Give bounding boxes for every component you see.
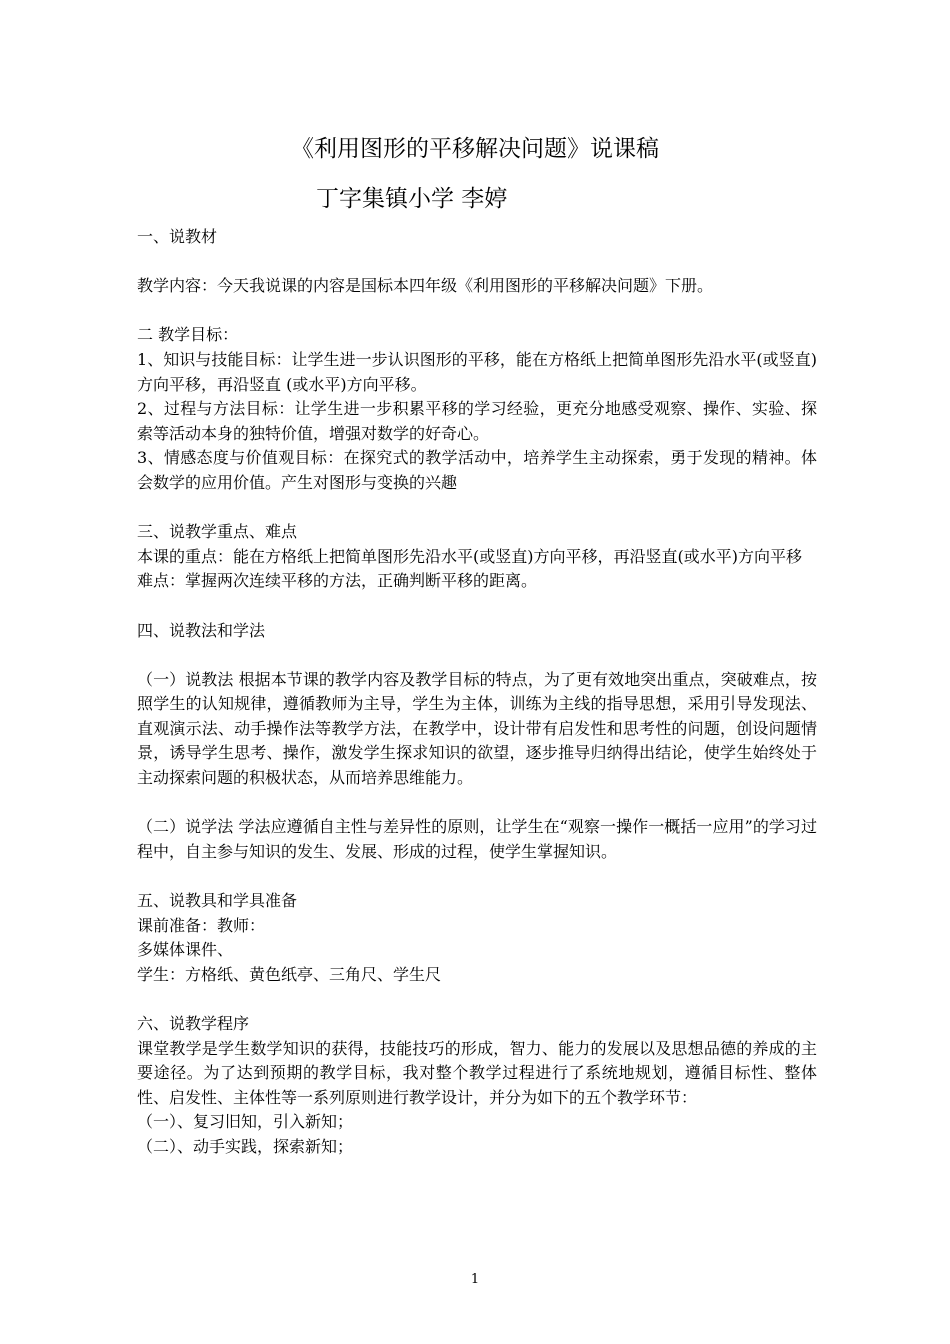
section-6-step-2: （二）、动手实践，探索新知； <box>137 1136 354 1156</box>
document-body <box>137 225 817 1160</box>
document-author: 丁字集镇小学 李婷 <box>316 186 508 212</box>
section-2-heading: 二 教学目标： <box>137 325 239 345</box>
section-5-line-2: 多媒体课件、 <box>137 940 234 960</box>
section-5-line-3: 学生：方格纸、黄色纸亭、三角尺、学生尺 <box>137 964 442 984</box>
section-6-heading: 六、说教学程序 <box>137 1014 250 1033</box>
section-2-goal-3: 3、情感态度与价值观目标：在探究式的教学活动中，培养学生主动探索，勇于发现的精神。体会数学的应用价值。产生对图形与变换的兴趣 <box>137 448 817 492</box>
document-title: 《利用图形的平移解决问题》说课稿 <box>291 136 659 162</box>
section-3-difficulty: 难点：掌握两次连续平移的方法，正确判断平移的距离。 <box>137 571 538 591</box>
section-2-goal-1: 1、知识与技能目标：让学生进一步认识图形的平移，能在方格纸上把简单图形先沿水平(或竖直)方向平移，再沿竖直 (或水平)方向平移。 <box>137 349 817 394</box>
section-6-step-1: （一）、复习旧知，引入新知； <box>137 1112 354 1132</box>
section-5-line-1: 课前准备：教师： <box>137 915 266 935</box>
section-5-heading: 五、说教具和学具准备 <box>137 891 298 911</box>
section-3-key-point: 本课的重点：能在方格纸上把简单图形先沿水平(或竖直)方向平移，再沿竖直(或水平)方向平移 <box>137 546 802 566</box>
section-1-heading: 一、说教材 <box>137 227 218 246</box>
section-1-content: 教学内容：今天我说课的内容是国标本四年级《利用图形的平移解决问题》下册。 <box>137 276 714 296</box>
section-6-content: 课堂教学是学生数学知识的获得，技能技巧的形成，智力、能力的发展以及思想品德的养成的主要途径。为了达到预期的教学目标，我对整个教学过程进行了系统地规划，遵循目标性、整体性、启发性、主体性等一系列原则进行教学设计，并分为如下的五个教学环节： <box>137 1038 817 1107</box>
section-4-heading: 四、说教法和学法 <box>137 620 266 640</box>
section-4-teaching-method: （一）说教法 根据本节课的教学内容及教学目标的特点，为了更有效地突出重点，突破难点，按照学生的认知规律，遵循教师为主导，学生为主体，训练为主线的指导思想，采用引导发现法、直观演示法、动手操作法等教学方法，在教学中，设计带有启发性和思考性的问题，创设问题情景，诱导学生思考、操作，激发学生探求知识的欲望，逐步推导归纳得出结论，使学生始终处于主动探索问题的积极状态，从而培养思维能力。 <box>137 669 817 788</box>
section-3-heading: 三、说教学重点、难点 <box>137 522 298 542</box>
section-2-goal-2: 2、过程与方法目标：让学生进一步积累平移的学习经验，更充分地感受观察、操作、实验、探索等活动本身的独特价值，增强对数学的好奇心。 <box>137 399 817 443</box>
page-number: 1 <box>470 1272 480 1287</box>
section-4-learning-method: （二）说学法 学法应遵循自主性与差异性的原则，让学生在“观察一操作一概括一应用”的学习过程中，自主参与知识的发生、发展、形成的过程，使学生掌握知识。 <box>137 817 817 861</box>
